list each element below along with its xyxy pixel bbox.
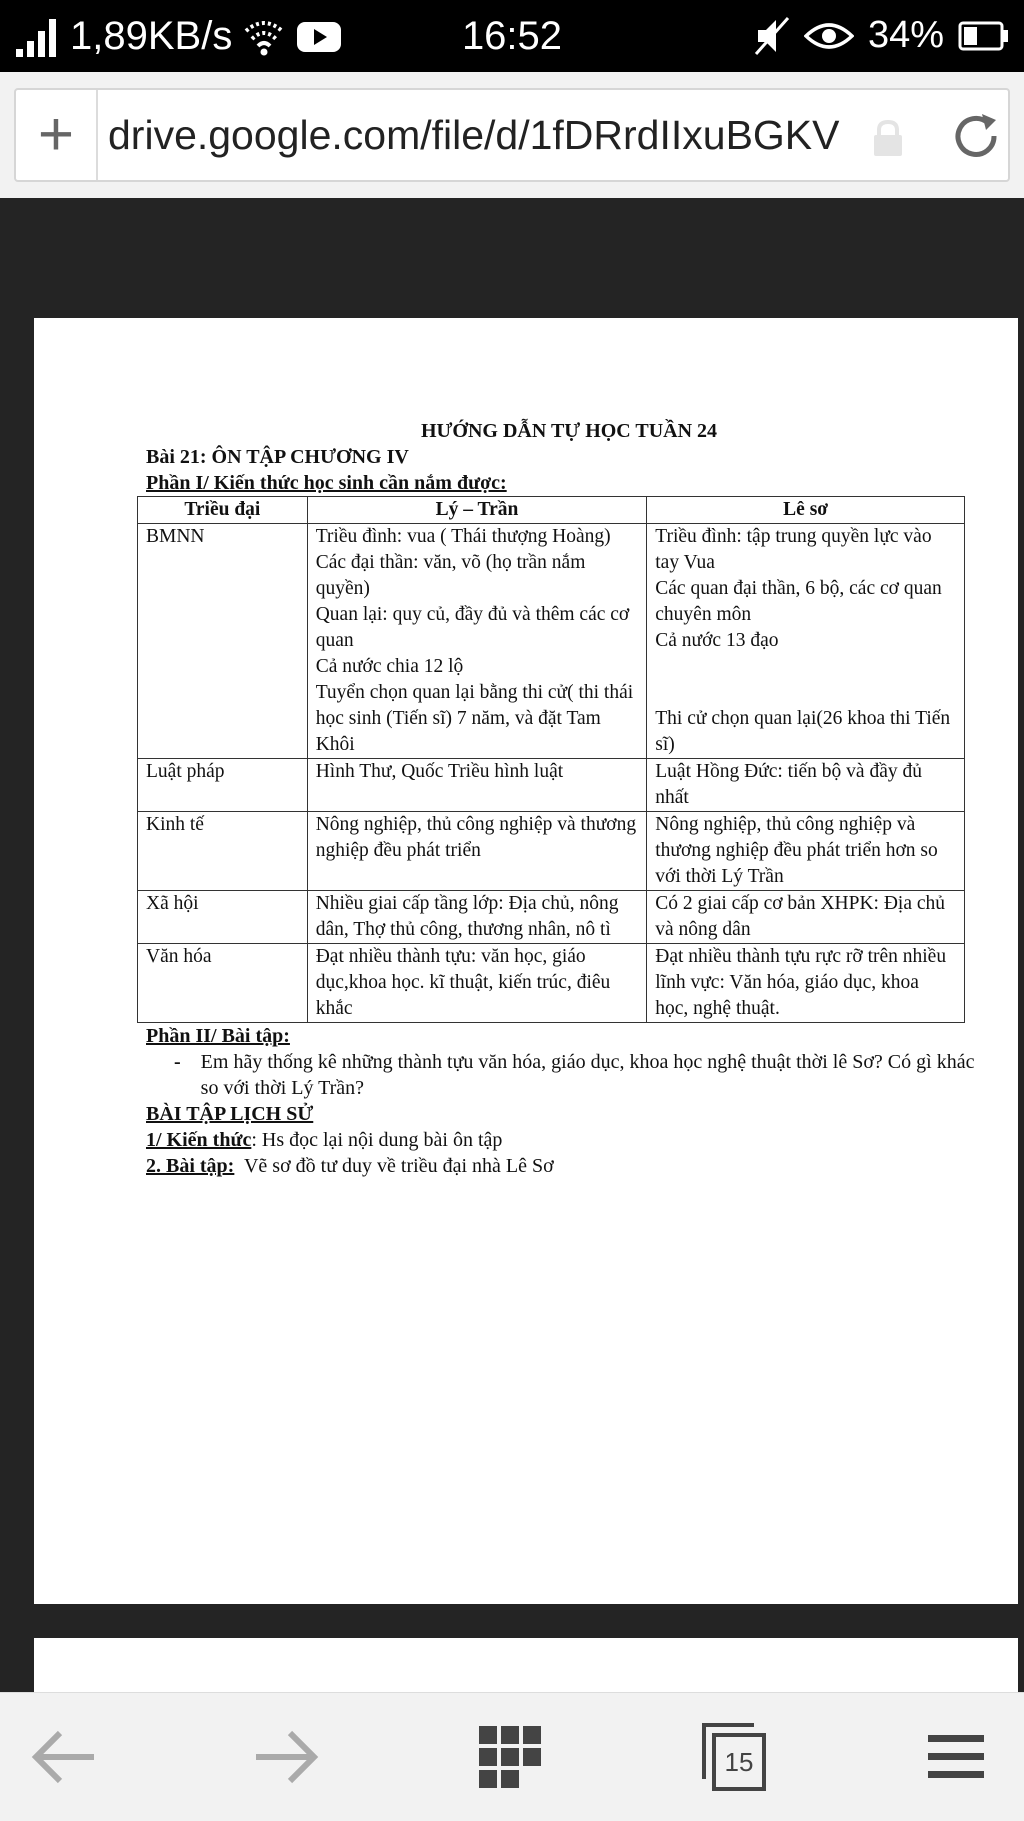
- table-cell: BMNN: [138, 524, 308, 759]
- lesson-heading: Bài 21: ÔN TẬP CHƯƠNG IV: [146, 446, 409, 468]
- back-button[interactable]: [4, 1693, 124, 1821]
- item2-text: Vẽ sơ đồ tư duy về triều đại nhà Lê Sơ: [234, 1155, 554, 1177]
- status-time: 16:52: [461, 14, 563, 58]
- table-cell: Xã hội: [138, 891, 308, 944]
- part1-heading: Phần I/ Kiến thức học sinh cần nắm được:: [146, 472, 507, 494]
- table-row: [138, 524, 965, 759]
- apps-button[interactable]: [450, 1693, 570, 1821]
- exercise-text: Em hãy thống kê những thành tựu văn hóa, giáo dục, khoa học nghệ thuật thời lê Sơ? Có gì khác so với thời Lý Trần?: [200, 1051, 975, 1099]
- lock-icon: [868, 118, 908, 158]
- item2: [146, 1153, 992, 1179]
- header-ly-tran: Lý – Trần: [307, 497, 647, 524]
- header-le-so: Lê sơ: [647, 497, 965, 524]
- menu-icon: [926, 1731, 986, 1783]
- table-cell: Văn hóa: [138, 944, 308, 1023]
- item2-label: 2. Bài tập:: [146, 1155, 235, 1177]
- address-bar: [0, 72, 1024, 199]
- menu-button[interactable]: [896, 1693, 1016, 1821]
- document-viewer[interactable]: [0, 198, 1024, 1692]
- tab-count: 15: [712, 1733, 766, 1791]
- url-field[interactable]: drive.google.com/file/d/1fDRrdIIxuBGKV: [108, 112, 840, 158]
- item1-label: 1/ Kiến thức: [146, 1129, 252, 1151]
- bottom-toolbar: [0, 1692, 1024, 1821]
- eye-icon: [804, 20, 854, 52]
- item1-text: : Hs đọc lại nội dung bài ôn tập: [251, 1129, 503, 1151]
- header-dynasty: Triều đại: [138, 497, 308, 524]
- table-row: [138, 759, 965, 812]
- table-header-row: [138, 497, 965, 524]
- url-box[interactable]: [14, 88, 1010, 182]
- table-cell: Triều đình: tập trung quyền lực vào tay Vua Các quan đại thần, 6 bộ, các cơ quan chuyên môn Cả nước 13 đạo Thi cử chọn quan lại(26 khoa thi Tiến sĩ): [647, 524, 965, 759]
- table-row: [138, 812, 965, 891]
- table-row: [138, 944, 965, 1023]
- table-cell: Đạt nhiều thành tựu: văn học, giáo dục,khoa học. kĩ thuật, kiến trúc, điêu khắc: [307, 944, 647, 1023]
- back-arrow-icon: [28, 1727, 100, 1787]
- forward-arrow-icon: [250, 1727, 322, 1787]
- item1: [146, 1127, 992, 1153]
- history-heading: BÀI TẬP LỊCH SỬ: [146, 1103, 314, 1125]
- status-right: [754, 14, 1010, 57]
- doc-title: HƯỚNG DẪN TỰ HỌC TUẦN 24: [420, 420, 718, 442]
- table-cell: Nông nghiệp, thủ công nghiệp và thương nghiệp đều phát triển: [307, 812, 647, 891]
- mute-icon: [754, 16, 790, 56]
- table-cell: Có 2 giai cấp cơ bản XHPK: Địa chủ và nông dân: [647, 891, 965, 944]
- forward-button[interactable]: [226, 1693, 346, 1821]
- table-cell: Luật Hồng Đức: tiến bộ và đầy đủ nhất: [647, 759, 965, 812]
- bullet-mark: -: [174, 1051, 181, 1073]
- tabs-button[interactable]: [674, 1693, 794, 1821]
- document-page: [34, 318, 1018, 1604]
- exercise-item: [146, 1049, 992, 1101]
- tabs-icon: [702, 1723, 766, 1791]
- new-tab-plus-icon[interactable]: +: [16, 90, 98, 180]
- table-cell: Kinh tế: [138, 812, 308, 891]
- comparison-table: [137, 496, 965, 1023]
- status-bar: [0, 0, 1024, 72]
- table-cell: Đạt nhiều thành tựu rực rỡ trên nhiều lĩnh vực: Văn hóa, giáo dục, khoa học, nghệ thuật.: [647, 944, 965, 1023]
- table-row: [138, 891, 965, 944]
- network-speed: 1,89KB/s: [70, 14, 233, 58]
- table-cell: Hình Thư, Quốc Triều hình luật: [307, 759, 647, 812]
- document-content: [146, 418, 992, 1179]
- part2-heading: Phần II/ Bài tập:: [146, 1025, 290, 1047]
- table-cell: Nhiều giai cấp tầng lớp: Địa chủ, nông dân, Thợ thủ công, thương nhân, nô tì: [307, 891, 647, 944]
- battery-percent: 34%: [867, 14, 944, 56]
- table-cell: Luật pháp: [138, 759, 308, 812]
- grid-icon: [477, 1724, 543, 1790]
- next-page: [34, 1638, 1018, 1692]
- battery-icon: [958, 20, 1010, 52]
- table-cell: Nông nghiệp, thủ công nghiệp và thương nghiệp đều phát triển hơn so với thời Lý Trần: [647, 812, 965, 891]
- table-cell: Triều đình: vua ( Thái thượng Hoàng) Các đại thần: văn, võ (họ trần nắm quyền) Quan lại: quy củ, đầy đủ và thêm các cơ quan Cả nước chia 12 lộ Tuyển chọn quan lại bằng thi cử( thi thái học sinh (Tiến sĩ) 7 năm, và đặt Tam Khôi: [307, 524, 647, 759]
- reload-icon[interactable]: [948, 108, 1004, 164]
